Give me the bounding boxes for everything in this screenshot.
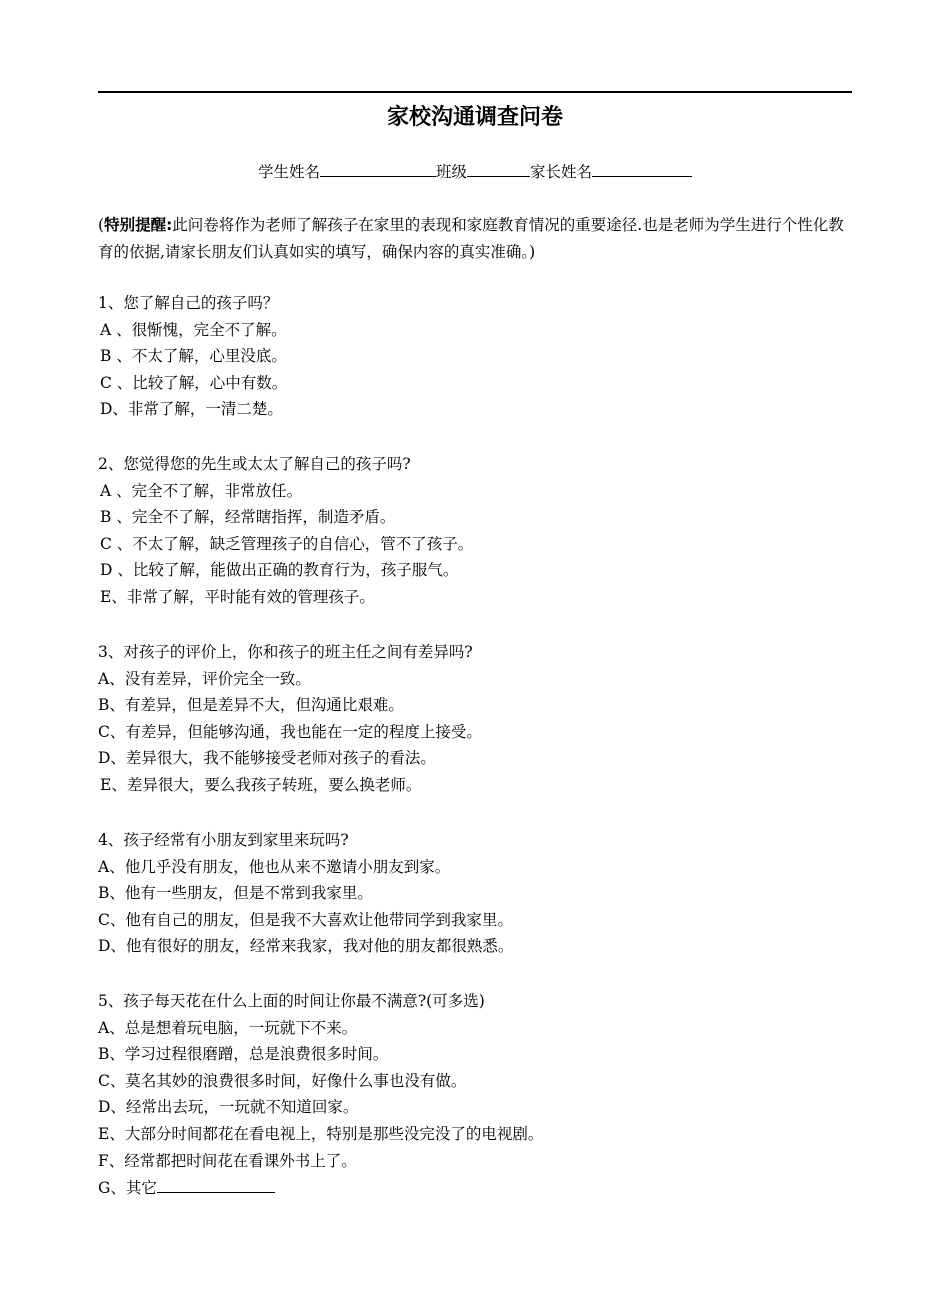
option-other <box>98 1174 852 1201</box>
option: E、差异很大，要么我孩子转班，要么换老师。 <box>100 775 422 794</box>
parent-name-blank[interactable] <box>592 158 692 177</box>
question-text: 2、您觉得您的先生或太太了解自己的孩子吗? <box>98 455 411 473</box>
option: B、学习过程很磨蹭，总是浪费很多时间。 <box>98 1045 389 1064</box>
student-name-label: 学生姓名 <box>257 163 320 181</box>
question-1 <box>98 290 852 423</box>
class-blank[interactable] <box>467 158 530 177</box>
question-text: 5、孩子每天花在什么上面的时间让你最不满意?(可多选) <box>98 992 485 1010</box>
option: F、经常都把时间花在看课外书上了。 <box>98 1151 357 1170</box>
option: D、差异很大，我不能够接受老师对孩子的看法。 <box>98 749 436 768</box>
option: C、莫名其妙的浪费很多时间，好像什么事也没有做。 <box>98 1071 467 1090</box>
header-rule <box>98 91 852 93</box>
option: E、非常了解，平时能有效的管理孩子。 <box>100 587 375 606</box>
option: B、他有一些朋友，但是不常到我家里。 <box>98 884 373 903</box>
notice-text: 此问卷将作为老师了解孩子在家里的表现和家庭教育情况的重要途径.也是老师为学生进行个性化教育的依据,请家长朋友们认真如实的填写，确保内容的真实准确。) <box>98 216 844 261</box>
option-other-label: G、其它 <box>98 1179 157 1198</box>
page-title: 家校沟通调查问卷 <box>386 105 563 130</box>
option: A、总是想着玩电脑，一玩就下不来。 <box>98 1018 358 1037</box>
question-text: 4、孩子经常有小朋友到家里来玩吗? <box>98 831 349 849</box>
option: B、有差异，但是差异不大，但沟通比艰难。 <box>98 696 404 715</box>
info-line <box>98 158 852 185</box>
notice-paragraph <box>98 212 852 265</box>
option: C 、不太了解，缺乏管理孩子的自信心，管不了孩子。 <box>100 534 474 553</box>
question-5 <box>98 988 852 1201</box>
question-text: 3、对孩子的评价上，你和孩子的班主任之间有差异吗? <box>98 643 473 661</box>
notice-open-paren: ( <box>98 216 105 234</box>
option: D 、比较了解，能做出正确的教育行为，孩子服气。 <box>100 561 459 580</box>
question-4 <box>98 827 852 960</box>
option: C 、比较了解，心中有数。 <box>100 373 288 392</box>
other-answer-blank[interactable] <box>157 1174 275 1193</box>
option: D、他有很好的朋友，经常来我家，我对他的朋友都很熟悉。 <box>98 937 514 956</box>
option: A 、完全不了解，非常放任。 <box>100 481 303 500</box>
option: B 、完全不了解，经常瞎指挥，制造矛盾。 <box>100 508 396 527</box>
option: C、他有自己的朋友，但是我不大喜欢让他带同学到我家里。 <box>98 910 513 929</box>
option: A、他几乎没有朋友，他也从来不邀请小朋友到家。 <box>98 857 451 876</box>
class-label: 班级 <box>435 163 467 181</box>
question-text: 1、您了解自己的孩子吗？ <box>98 294 279 312</box>
notice-bold-label: 特别提醒: <box>104 216 173 234</box>
option: E、大部分时间都花在看电视上，特别是那些没完没了的电视剧。 <box>98 1124 544 1143</box>
option: A 、很惭愧，完全不了解。 <box>100 320 287 339</box>
question-3 <box>98 639 852 799</box>
option: B 、不太了解，心里没底。 <box>100 347 287 366</box>
option: C、有差异，但能够沟通，我也能在一定的程度上接受。 <box>98 722 482 741</box>
option: A、没有差异，评价完全一致。 <box>98 669 311 688</box>
parent-name-label: 家长姓名 <box>530 163 593 181</box>
option: D、经常出去玩，一玩就不知道回家。 <box>98 1098 359 1117</box>
question-2 <box>98 451 852 611</box>
student-name-blank[interactable] <box>320 158 436 177</box>
option: D、非常了解，一清二楚。 <box>100 400 283 419</box>
